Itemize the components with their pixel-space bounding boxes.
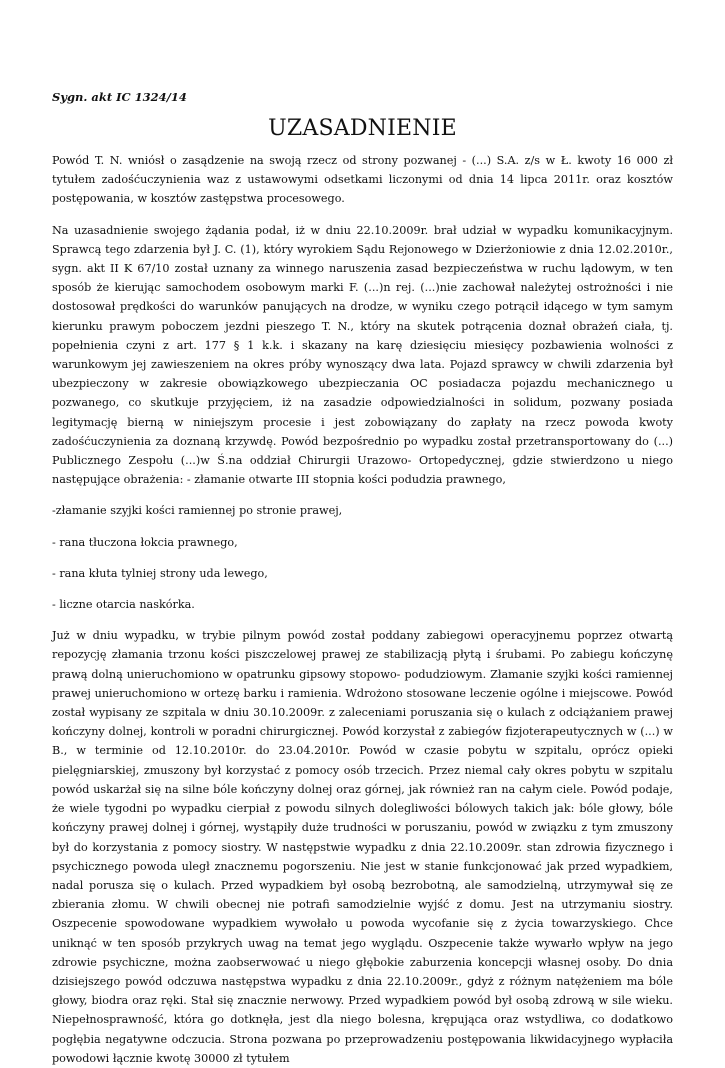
paragraph-justification: Na uzasadnienie swojego żądania podał, iż w dniu 22.10.2009r. brał udział w wypadku komunikacyjnym. Sprawcą tego zdarzenia był J. C. (1), który wyrokiem Sądu Rejonowego w Dzierżoniowie z dnia 12.02.2010r., sygn. akt II K 67/10 został uznany za winnego naruszenia zasad bezpieczeństwa w ruchu lądowym, w ten sposób że kierując samochodem osobowym marki F. (...)n rej. (...)nie zachował należytej ostrożności i nie dostosował prędkości do warunków panujących na drodze, w wyniku czego potrącił idącego w tym samym kierunku prawym poboczem jezdni pieszego T. N., który na skutek potrącenia doznał obrażeń ciała, tj. popełnienia czyni z art. 177 § 1 k.k. i skazany na karę dziesięciu miesięcy pozbawienia wolności z warunkowym jej zawieszeniem na okres próby wynoszący dwa lata. Pojazd sprawcy w chwili zdarzenia był ubezpieczony w zakresie obowiązkowego ubezpieczania OC posiadacza pojazdu mechanicznego u pozwanego, co skutkuje przyjęciem, iż na zasadzie odpowiedzialności in solidum, pozwany posiada legitymację bierną w niniejszym procesie i jest zobowiązany do zapłaty na rzecz powoda kwoty zadośćuczynienia za doznaną krzywdę. Powód bezpośrednio po wypadku został przetransportowany do (...) Publicznego Zespołu (...)w Ś.na oddział Chirurgii Urazowo- Ortopedycznej, gdzie stwierdzono u niego następujące obrażenia: - złamanie otwarte III stopnia kości podudzia prawnego,	[52, 223, 673, 487]
paragraph-claim: Powód T. N. wniósł o zasądzenie na swoją rzecz od strony pozwanej - (...) S.A. z/s w Ł. kwoty 16 000 zł tytułem zadośćuczynienia waz z ustawowymi odsetkami liczonymi od dnia 14 lipca 2011r. oraz kosztów postępowania, w kosztów zastępstwa procesowego.	[52, 154, 673, 206]
injury-list-item: - rana tłuczona łokcia prawnego,	[52, 535, 238, 549]
injury-list-item: - liczne otarcia naskórka.	[52, 598, 195, 612]
paragraph-treatment: Już w dniu wypadku, w trybie pilnym powód został poddany zabiegowi operacyjnemu poprzez otwartą repozycję złamania trzonu kości piszczelowej prawej ze stabilizacją płytą i śrubami. Po zabiegu kończynę prawą dolną unieruchomiono w opatrunku gipsowy stopowo- podudziowym. Złamanie szyjki kości ramiennej prawej unieruchomiono w ortezę barku i ramienia. Wdrożono stosowane leczenie ogólne i miejscowe. Powód został wypisany ze szpitala w dniu 30.10.2009r. z zaleceniami poruszania się o kulach z odciążaniem prawej kończyny dolnej, kontroli w poradni chirurgicznej. Powód korzystał z zabiegów fizjoterapeutycznych w (...) w B., w terminie od 12.10.2010r. do 23.04.2010r. Powód w czasie pobytu w szpitalu, oprócz opieki pielęgniarskiej, zmuszony był korzystać z pomocy osób trzecich. Przez niemal cały okres pobytu w szpitalu powód uskarżał się na silne bóle kończyny dolnej oraz górnej, jak również ran na całym ciele. Powód podaje, że wiele tygodni po wypadku cierpiał z powodu silnych dolegliwości bólowych takich jak: bóle głowy, bóle kończyny prawej dolnej i górnej, wystąpiły duże trudności w poruszaniu, powód w związku z tym zmuszony był do korzystania z pomocy siostry. W następstwie wypadku z dnia 22.10.2009r. stan zdrowia fizycznego i psychicznego powoda uległ znacznemu pogorszeniu. Nie jest w stanie funkcjonować jak przed wypadkiem, nadal porusza się o kulach. Przed wypadkiem był osobą bezrobotną, ale samodzielną, utrzymywał się ze zbierania złomu. W chwili obecnej nie potrafi samodzielnie wyjść z domu. Jest na utrzymaniu siostry. Oszpecenie spowodowane wypadkiem wywołało u powoda wycofanie się z życia towarzyskiego. Chce uniknąć w ten sposób przykrych uwag na temat jego wyglądu. Oszpecenie także wywarło wpływ na jego zdrowie psychiczne, można zaobserwować u niego głębokie zaburzenia koncepcji własnej osoby. Do dnia dzisiejszego powód odczuwa następstwa wypadku z dnia 22.10.2009r., gdyż z różnym natężeniem ma bóle głowy, biodra oraz ręki. Stał się znacznie nerwowy. Przed wypadkiem powód był osobą zdrową w sile wieku. Niepełnosprawność, która go dotknęła, jest dla niego bolesna, krępująca oraz wstydliwa, co dodatkowo pogłębia negatywne odczucia. Strona pozwana po przeprowadzeniu postępowania likwidacyjnego wypłaciła powodowi łącznie kwotę 30000 zł tytułem	[52, 629, 673, 1065]
document-title: UZASADNIENIE	[268, 116, 457, 141]
injury-list-item: -złamanie szyjki kości ramiennej po stronie prawej,	[52, 504, 343, 518]
injury-list-item: - rana kłuta tylniej strony uda lewego,	[52, 566, 268, 580]
case-signature: Sygn. akt IC 1324/14	[52, 90, 187, 104]
